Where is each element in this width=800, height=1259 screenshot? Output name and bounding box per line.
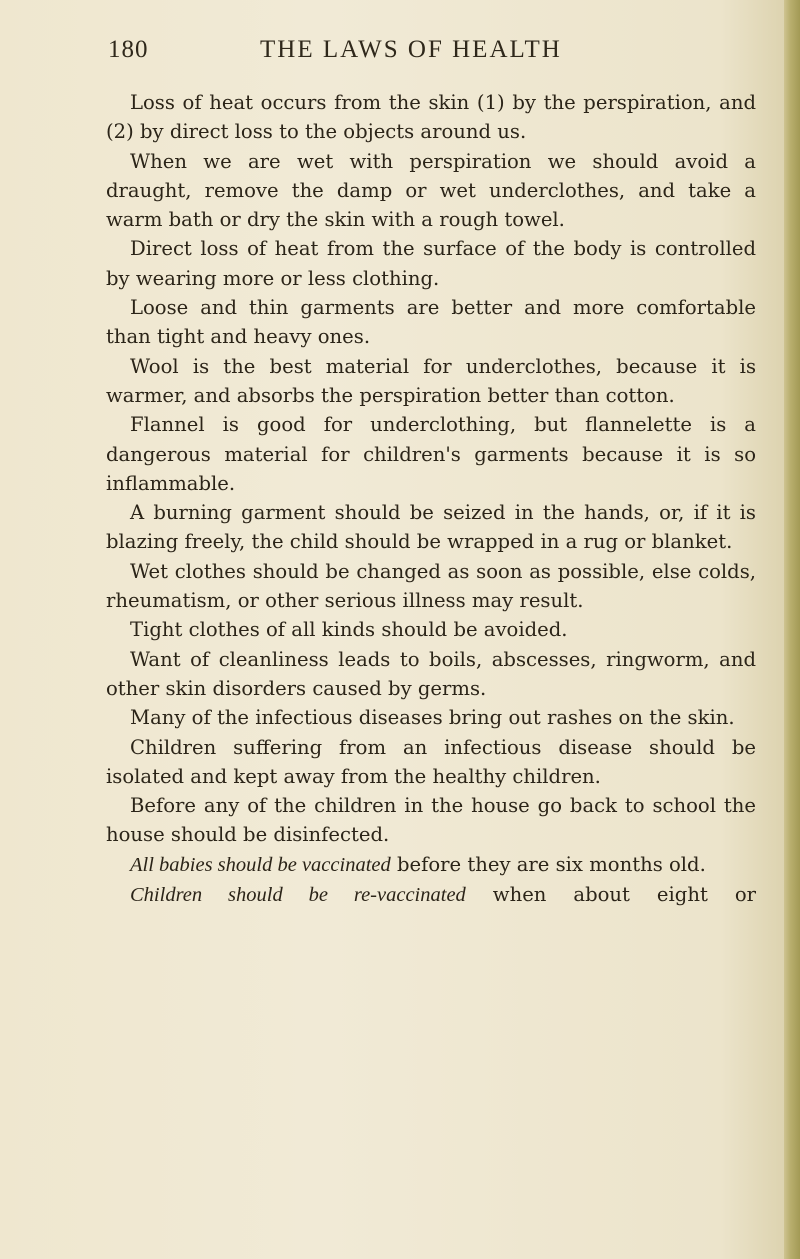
paragraph: Children suffering from an infectious disease should be isolated and kept away from the healthy children. (106, 735, 756, 788)
paragraph: Flannel is good for underclothing, but flannelette is a dangerous material for children's garments because it is so inflammable. (106, 413, 756, 495)
italic-phrase: All babies should be vaccinated (130, 853, 391, 876)
paragraph: When we are wet with perspiration we should avoid a draught, remove the damp or wet underclothes, and take a warm bath or dry the skin with a rough towel. (106, 149, 756, 232)
paragraph (106, 850, 756, 880)
paragraph: Want of cleanliness leads to boils, abscesses, ringworm, and other skin disorders caused by germs. (106, 647, 756, 700)
paragraph-text: when about eight or (465, 883, 756, 907)
paragraph: Wet clothes should be changed as soon as possible, else colds, rheumatism, or other serious illness may result. (106, 559, 756, 613)
paragraph: Direct loss of heat from the surface of the body is controlled by wearing more or less clothing. (106, 237, 756, 290)
page-number: 180 (108, 36, 149, 63)
paragraph: Many of the infectious diseases bring out rashes on the skin. (130, 706, 735, 730)
running-head (108, 36, 748, 72)
paragraph: Before any of the children in the house go back to school the house should be disinfected. (106, 794, 756, 847)
paragraph: Wool is the best material for underclothes, because it is warmer, and absorbs the perspiration better than cotton. (106, 354, 756, 407)
paragraph-text: before they are six months old. (390, 852, 706, 876)
paragraph: Tight clothes of all kinds should be avoided. (130, 618, 568, 642)
page-edge (784, 0, 800, 1259)
italic-phrase: Children should be re-vaccinated (130, 884, 466, 907)
paragraph: Loss of heat occurs from the skin (1) by the perspiration, and (2) by direct loss to the objects around us. (106, 91, 756, 144)
paragraph (106, 880, 756, 910)
page-title: THE LAWS OF HEALTH (260, 36, 562, 63)
paragraph: A burning garment should be seized in the hands, or, if it is blazing freely, the child should be wrapped in a rug or blanket. (106, 501, 756, 554)
paragraph: Loose and thin garments are better and more comfortable than tight and heavy ones. (106, 296, 756, 349)
body-text (106, 88, 756, 910)
